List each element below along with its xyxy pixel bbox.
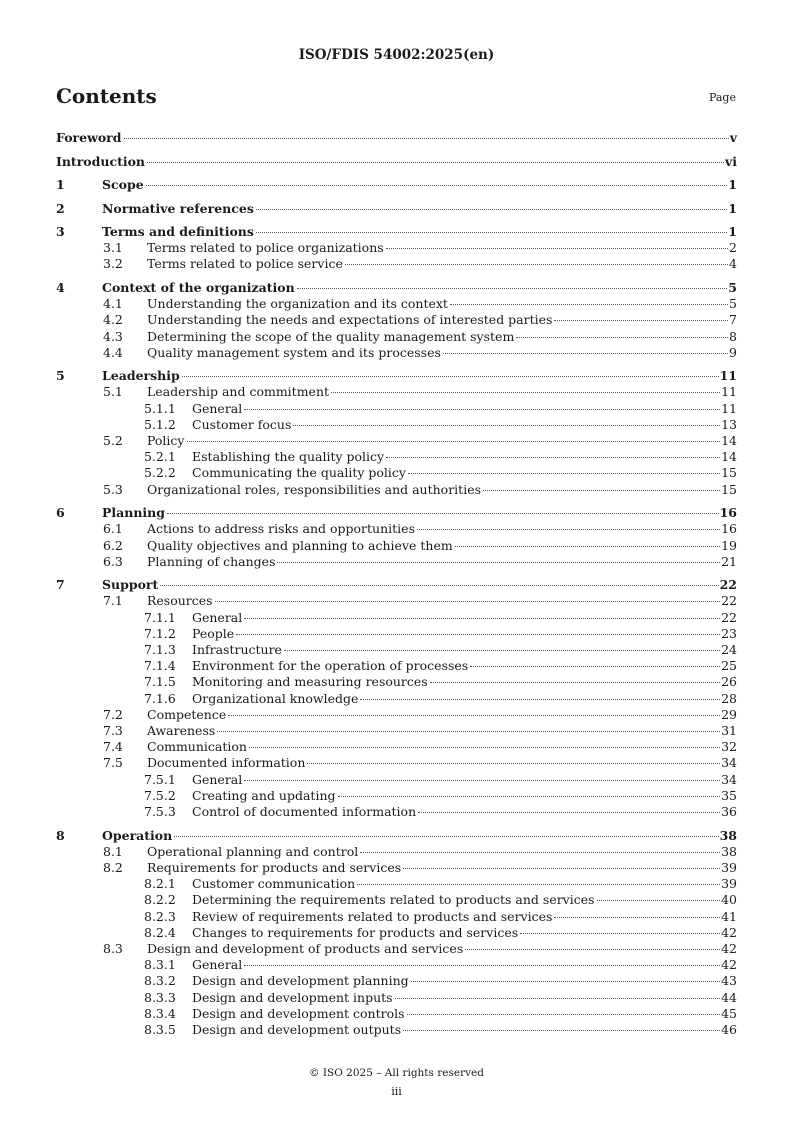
toc-entry-page: 1 [728,200,737,216]
toc-entry[interactable] [56,201,737,217]
toc-entry-number: 8.2 [103,859,123,875]
toc-entry-title: Policy [147,433,185,448]
toc-entry-number: 7.1.1 [144,609,176,625]
toc-entry[interactable] [56,876,737,892]
toc-entry-number: 7.5.1 [144,771,176,787]
toc-entry-number: 7.1.5 [144,674,176,690]
dot-leader [520,933,720,934]
toc-entry-number: 7.5.2 [144,787,176,803]
toc-entry[interactable] [56,593,737,609]
toc-entry[interactable] [56,554,737,570]
dot-leader [244,965,720,966]
dot-leader [357,884,720,885]
dot-leader [465,949,720,950]
dot-leader [244,618,720,619]
toc-entry[interactable] [56,280,737,296]
toc-entry-title: Scope [102,177,144,192]
toc-entry-title: General [192,771,243,787]
dot-leader [411,981,720,982]
toc-entry-number: 8.2.3 [144,908,176,924]
toc-entry[interactable] [56,505,737,521]
toc-entry[interactable] [56,1022,737,1038]
toc-entry-page: 7 [729,312,737,328]
toc-entry-number: 8.3.3 [144,989,176,1005]
toc-entry-page: 23 [721,625,737,641]
toc-entry-title: Operational planning and control [147,843,359,859]
toc-entry-title: Foreword [56,130,122,145]
toc-entry-number: 8.2.4 [144,924,176,940]
dot-leader [256,232,727,233]
toc-entry-title: Planning of changes [147,553,276,569]
toc-entry-page: 42 [721,924,737,940]
toc-entry-title: Creating and updating [192,787,336,803]
toc-entry[interactable] [56,804,737,820]
toc-entry[interactable] [56,788,737,804]
toc-entry-number: 4.3 [103,328,123,344]
toc-entry[interactable] [56,177,737,193]
toc-entry-number: 8.3.4 [144,1005,176,1021]
toc-entry[interactable] [56,296,737,312]
dot-leader [277,562,720,563]
toc-entry-number: 6.1 [103,521,123,537]
toc-entry-title: Terms related to police organizations [147,240,384,256]
toc-entry-title: Requirements for products and services [147,859,402,875]
toc-entry-title: Organizational roles, responsibilities and authorities [147,481,482,497]
toc-entry-number: 8.3 [103,940,123,956]
toc-entry-page: 39 [721,876,737,892]
toc-entry[interactable] [56,130,737,146]
toc-entry-page: 4 [729,256,737,272]
toc-entry-number: 5.2.2 [144,465,176,481]
dot-leader [228,715,720,716]
dot-leader [597,900,721,901]
toc-entry-number: 7.3 [103,723,123,738]
toc-entry-page: 5 [729,296,737,312]
toc-entry-title: Determining the scope of the quality management system [147,328,515,344]
toc-entry[interactable] [56,256,737,272]
toc-entry-page: 46 [721,1021,737,1037]
toc-entry-title: Design and development planning [192,973,409,989]
toc-entry-number: 7.4 [103,739,123,755]
toc-entry-page: 45 [721,1005,737,1021]
toc-entry-number: 8.1 [103,843,123,859]
dot-leader [407,1014,721,1015]
toc-entry-title: Terms related to police service [147,256,343,272]
toc-entry[interactable] [56,990,737,1006]
toc-entry-page: 1 [728,177,737,192]
toc-entry-title: Communication [147,739,247,755]
toc-entry-number: 5.2 [103,433,123,448]
dot-leader [455,546,720,547]
dot-leader [554,320,728,321]
toc-entry-number: 5.3 [103,481,123,497]
toc-entry-page: 42 [721,957,737,973]
toc-entry[interactable] [56,860,737,876]
toc-entry[interactable] [56,909,737,925]
toc-entry-number: 5.1.2 [144,416,176,432]
dot-leader [256,209,727,210]
toc-entry-page: 15 [721,465,737,481]
toc-entry-number: 7.5 [103,755,123,771]
toc-entry-number: 8.3.1 [144,957,176,973]
toc-entry[interactable] [56,691,737,707]
dot-leader [124,138,729,139]
toc-entry-title: Customer focus [192,416,292,432]
toc-entry[interactable] [56,368,737,384]
dot-leader [182,376,719,377]
toc-entry-title: General [192,400,243,416]
toc-entry-number: 7.2 [103,706,123,722]
toc-entry-page: 34 [721,771,737,787]
dot-leader [307,763,720,764]
toc-entry-number: 2 [56,200,65,216]
toc-entry[interactable] [56,577,737,593]
toc-entry-number: 3.2 [103,256,123,272]
toc-entry-number: 7.1.6 [144,690,176,706]
toc-entry-number: 8.2.1 [144,876,176,892]
dot-leader [338,796,721,797]
toc-entry-title: People [192,625,235,641]
dot-leader [386,248,728,249]
toc-entry-page: 11 [721,400,737,416]
toc-entry[interactable] [56,973,737,989]
toc-entry-title: Monitoring and measuring resources [192,674,428,690]
toc-entry-page: 41 [721,908,737,924]
toc-entry-number: 8.2.2 [144,892,176,908]
toc-entry-page: 22 [721,609,737,625]
toc-entry-title: Operation [102,827,173,843]
dot-leader [554,917,720,918]
dot-leader [297,288,728,289]
toc-entry-title: Changes to requirements for products and services [192,924,519,940]
toc-entry-page: 9 [729,344,737,360]
toc-entry-number: 8.3.2 [144,973,176,989]
toc-entry-page: 38 [721,843,737,859]
toc-entry[interactable] [56,707,737,723]
toc-entry-page: 29 [721,706,737,722]
dot-leader [284,650,720,651]
dot-leader [516,337,728,338]
toc-entry-number: 4.2 [103,312,123,328]
dot-leader [430,682,720,683]
toc-entry-title: Understanding the needs and expectations of interested parties [147,312,553,328]
toc-entry-page: 5 [728,279,737,295]
toc-entry-page: 14 [721,449,737,465]
toc-entry-page: 22 [719,577,737,593]
toc-entry[interactable] [56,674,737,690]
toc-entry-page: 38 [719,827,737,843]
toc-entry-title: Introduction [56,153,146,169]
toc-entry-page: 35 [721,787,737,803]
toc-entry[interactable] [56,538,737,554]
toc-entry[interactable] [56,1006,737,1022]
toc-entry-title: General [192,609,243,625]
toc-entry-number: 7.1 [103,593,123,609]
toc-entry-number: 7.1.2 [144,625,176,641]
toc-entry-title: Design and development inputs [192,989,393,1005]
toc-entry-title: Actions to address risks and opportunities [147,521,415,537]
toc-entry[interactable] [56,772,737,788]
toc-entry-title: Planning [102,505,166,521]
toc-entry[interactable] [56,610,737,626]
page-number: iii [391,1085,402,1098]
dot-leader [244,409,720,410]
dot-leader [418,812,720,813]
toc-entry-number: 7.1.4 [144,658,176,674]
page-column-label: Page [708,91,736,104]
toc-entry-page: 1 [728,224,737,239]
toc-entry-number: 7 [56,577,65,593]
toc-entry[interactable] [56,433,737,449]
toc-entry[interactable] [56,329,737,345]
dot-leader [160,585,718,586]
dot-leader [395,998,721,999]
toc-entry-title: Control of documented information [192,804,417,819]
toc-entry-page: v [729,130,737,145]
toc-entry[interactable] [56,941,737,957]
toc-entry-title: Design and development controls [192,1005,405,1021]
toc-entry-title: Infrastructure [192,642,282,657]
toc-entry-number: 6.2 [103,537,123,553]
toc-entry-page: 40 [721,892,737,908]
toc-entry-title: Terms and definitions [102,224,254,239]
toc-entry-title: Awareness [147,723,216,738]
toc-entry-number: 5.2.1 [144,449,176,465]
toc-entry-page: 15 [721,481,737,497]
dot-leader [331,392,720,393]
toc-entry-title: Quality management system and its processes [147,344,441,360]
toc-entry[interactable] [56,658,737,674]
toc-entry-number: 7.1.3 [144,642,176,657]
toc-entry-page: 21 [721,553,737,569]
dot-leader [443,353,728,354]
toc-entry-title: Resources [147,593,213,609]
dot-leader [244,780,720,781]
toc-entry-title: Documented information [147,755,306,771]
toc-entry-number: 7.5.3 [144,804,176,819]
dot-leader [249,747,720,748]
toc-entry-title: Support [102,577,159,593]
toc-entry-page: 24 [721,642,737,657]
dot-leader [483,490,720,491]
toc-entry[interactable] [56,154,737,170]
toc-entry-number: 5 [56,368,65,384]
dot-leader [147,162,724,163]
toc-entry-number: 4.1 [103,296,123,312]
dot-leader [345,264,728,265]
toc-entry[interactable] [56,465,737,481]
toc-entry[interactable] [56,723,737,739]
toc-entry-title: Normative references [102,200,254,216]
toc-entry-number: 1 [56,177,65,192]
toc-entry[interactable] [56,755,737,771]
toc-entry-number: 6.3 [103,553,123,569]
toc-entry[interactable] [56,224,737,240]
dot-leader [450,304,728,305]
dot-leader [236,634,720,635]
toc-entry-number: 5.1.1 [144,400,176,416]
toc-entry-page: 42 [721,940,737,956]
toc-entry[interactable] [56,844,737,860]
dot-leader [146,185,728,186]
toc-entry-page: 44 [721,989,737,1005]
toc-entry-page: 31 [721,723,737,738]
dot-leader [417,529,720,530]
toc-entry[interactable] [56,739,737,755]
dot-leader [403,1030,720,1031]
toc-entry-page: 39 [721,859,737,875]
toc-entry-page: 13 [721,416,737,432]
dot-leader [360,852,720,853]
toc-entry-page: 14 [721,433,737,448]
toc-entry-page: 34 [721,755,737,771]
toc-entry[interactable] [56,925,737,941]
toc-entry[interactable] [56,240,737,256]
contents-heading: Contents [56,84,157,108]
toc-entry[interactable] [56,384,737,400]
toc-entry-number: 8 [56,827,65,843]
toc-entry-page: 11 [721,384,737,400]
toc-entry[interactable] [56,417,737,433]
toc-entry-page: 25 [721,658,737,674]
toc-entry-title: Design and development of products and services [147,940,464,956]
toc-entry[interactable] [56,828,737,844]
toc-entry-title: Design and development outputs [192,1021,402,1037]
toc-entry[interactable] [56,401,737,417]
toc-entry[interactable] [56,521,737,537]
toc-entry-number: 3 [56,224,65,239]
toc-entry-number: 6 [56,505,65,521]
dot-leader [386,457,720,458]
dot-leader [293,425,720,426]
toc-entry-page: 22 [721,593,737,609]
dot-leader [403,868,720,869]
toc-entry-title: Customer communication [192,876,356,892]
toc-entry-number: 5.1 [103,384,123,400]
toc-entry[interactable] [56,345,737,361]
toc-entry-title: Competence [147,706,227,722]
toc-entry-title: Environment for the operation of processes [192,658,469,674]
toc-entry-title: General [192,957,243,973]
toc-entry-title: Review of requirements related to products and services [192,908,553,924]
toc-entry-page: 26 [721,674,737,690]
toc-entry-title: Leadership and commitment [147,384,330,400]
dot-leader [174,836,718,837]
toc-entry-number: 3.1 [103,240,123,256]
toc-entry-page: 19 [721,537,737,553]
toc-entry-number: 8.3.5 [144,1021,176,1037]
toc-entry[interactable] [56,312,737,328]
toc-entry-page: 43 [721,973,737,989]
toc-entry-title: Quality objectives and planning to achieve them [147,537,453,553]
dot-leader [360,699,720,700]
toc-entry-page: 28 [721,690,737,706]
copyright-notice: © ISO 2025 – All rights reserved [309,1067,484,1079]
toc-entry-page: 16 [721,521,737,537]
toc-entry-page: 36 [721,804,737,819]
toc-entry-title: Context of the organization [102,279,295,295]
toc-entry[interactable] [56,642,737,658]
dot-leader [217,731,720,732]
toc-entry-number: 4.4 [103,344,123,360]
dot-leader [215,601,721,602]
toc-entry-page: 2 [729,240,737,256]
toc-entry-page: vi [724,153,737,169]
toc-entry-page: 11 [719,368,737,384]
toc-entry-title: Determining the requirements related to products and services [192,892,595,908]
toc-entry[interactable] [56,957,737,973]
toc-entry-title: Understanding the organization and its context [147,296,448,312]
toc-entry-page: 16 [719,505,737,521]
dot-leader [167,513,719,514]
toc-entry-title: Organizational knowledge [192,690,359,706]
toc-entry-number: 4 [56,279,65,295]
toc-entry-page: 32 [721,739,737,755]
toc-entry[interactable] [56,626,737,642]
toc-entry-title: Leadership [102,368,180,384]
toc-entry[interactable] [56,449,737,465]
toc-entry[interactable] [56,482,737,498]
toc-entry-title: Communicating the quality policy [192,465,406,481]
dot-leader [470,666,720,667]
toc-entry-title: Establishing the quality policy [192,449,385,465]
document-header: ISO/FDIS 54002:2025(en) [298,47,495,63]
dot-leader [187,441,721,442]
dot-leader [408,473,720,474]
toc-entry-page: 8 [729,328,737,344]
toc-entry[interactable] [56,892,737,908]
